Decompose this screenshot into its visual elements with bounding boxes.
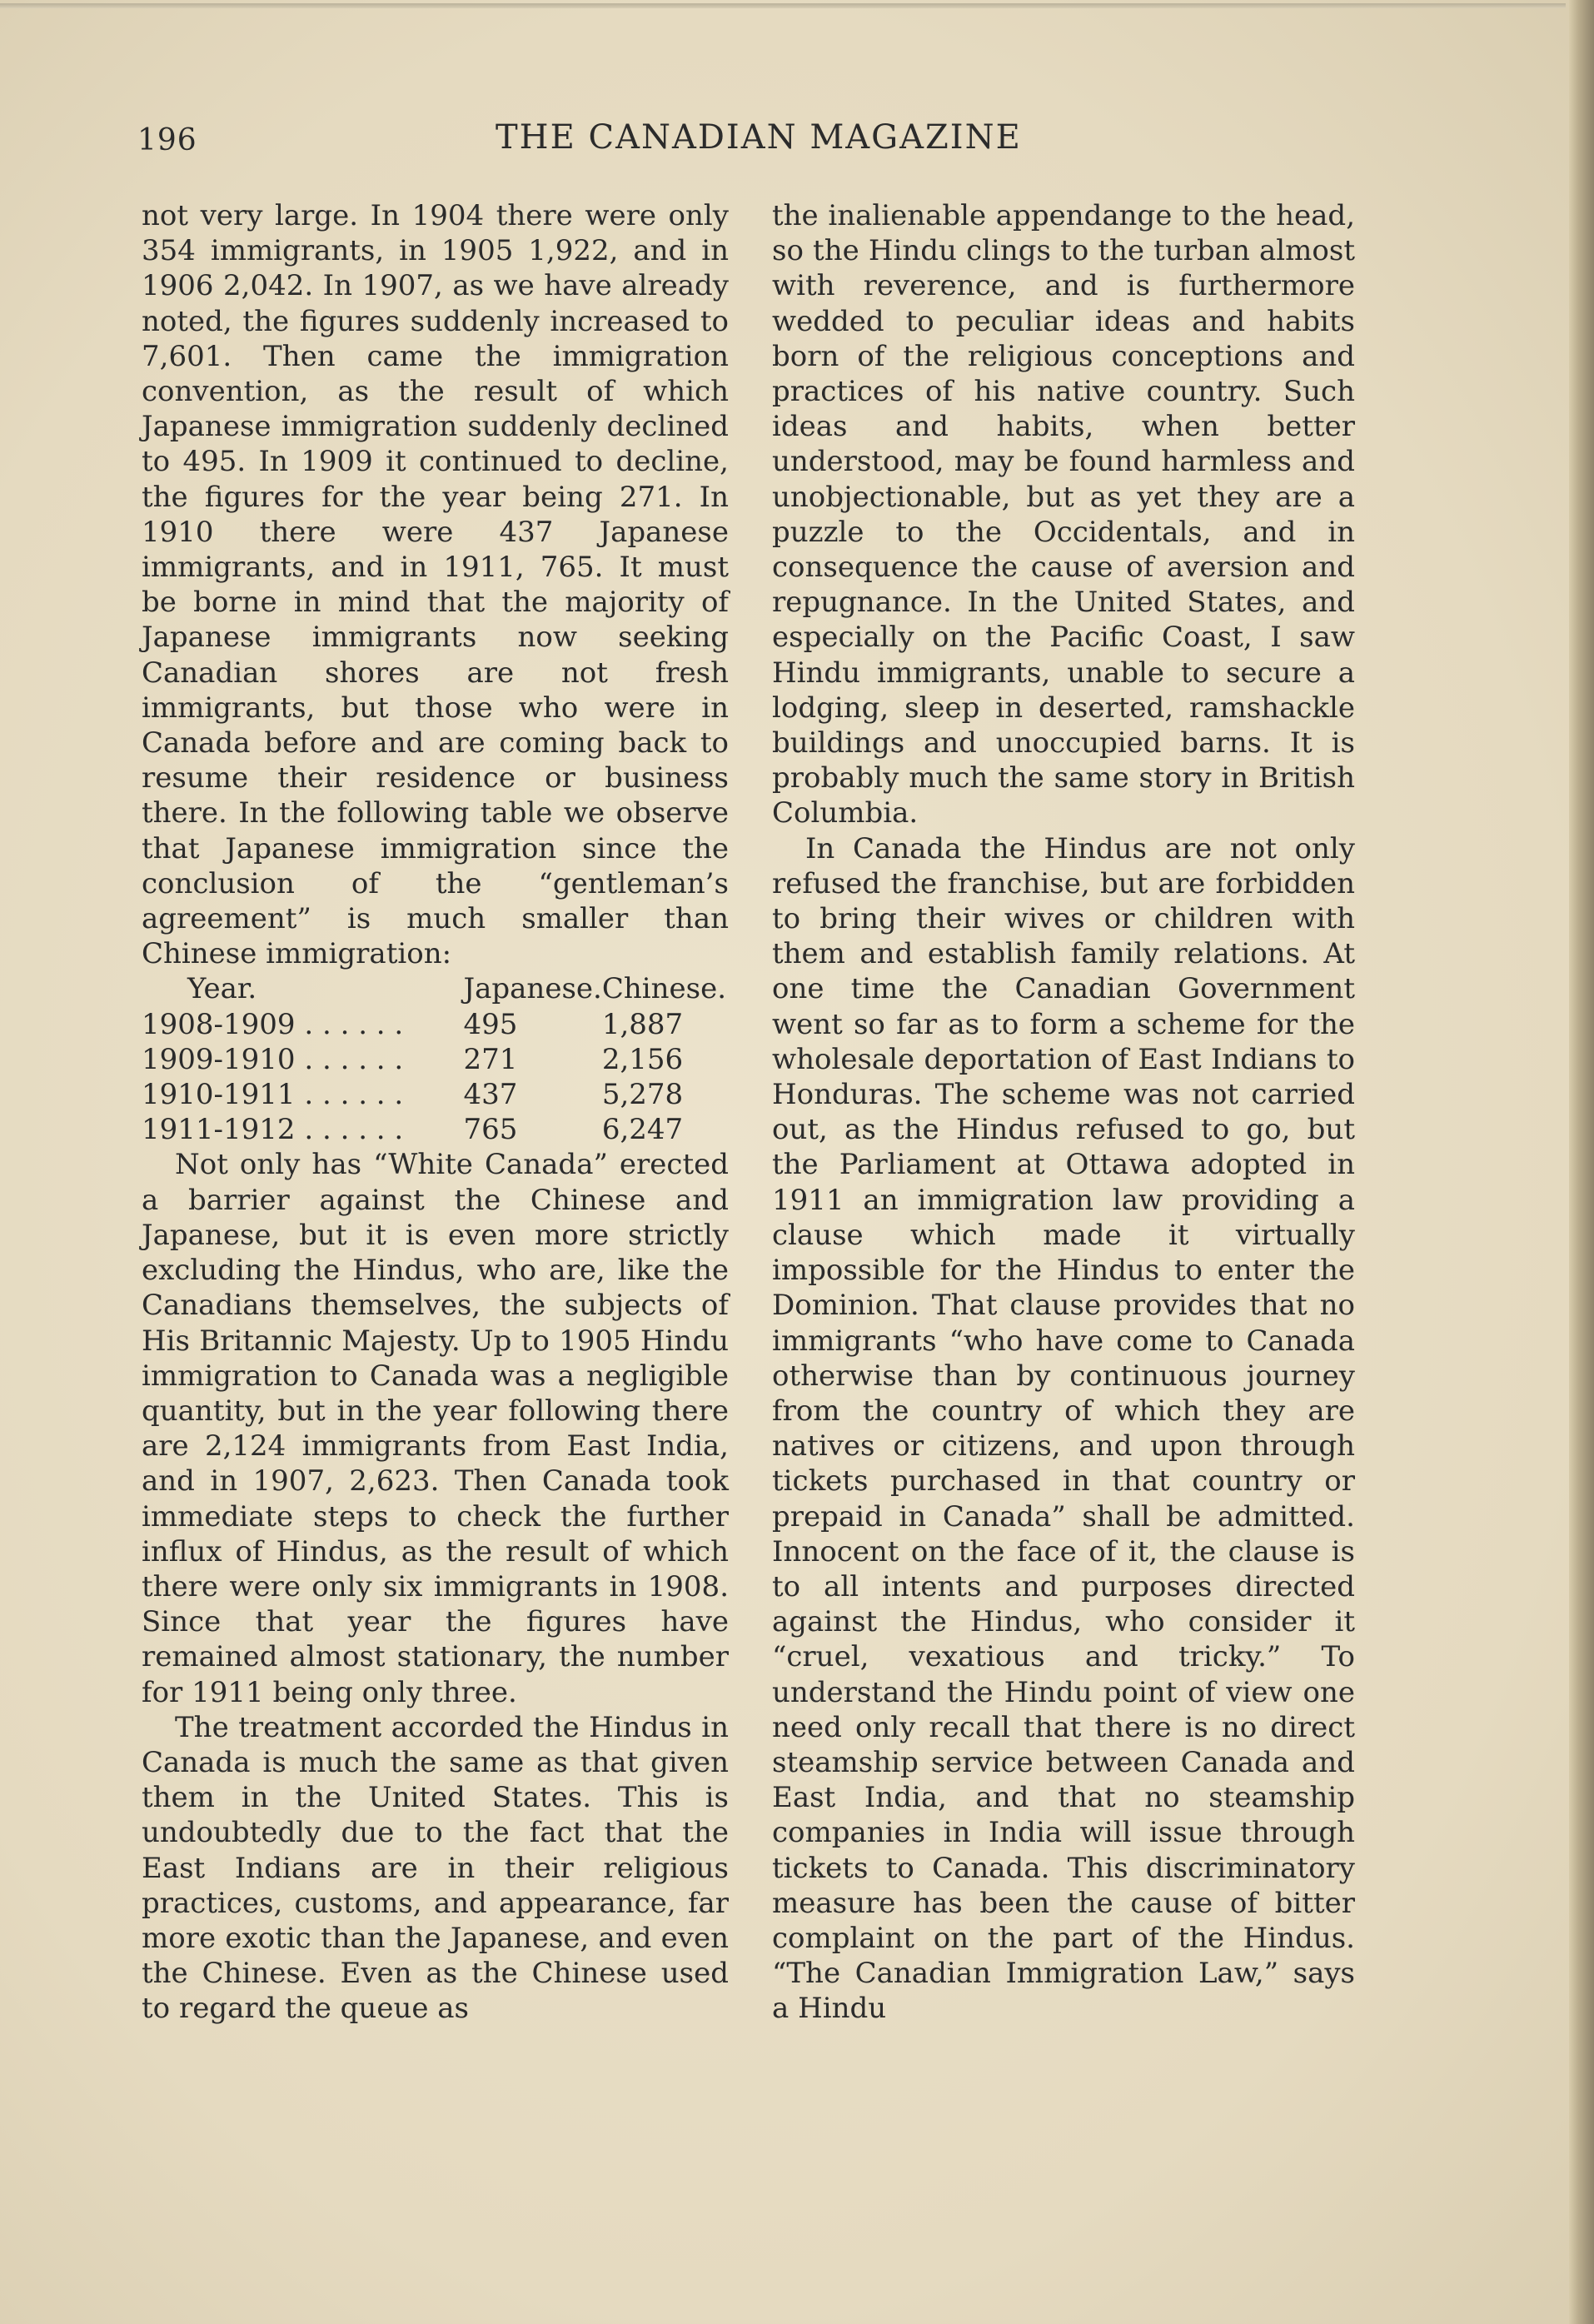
row-japanese: 437 (463, 1078, 518, 1112)
row-chinese: 1,887 (601, 1007, 684, 1041)
table-row (142, 1077, 729, 1112)
row-chinese: 2,156 (601, 1042, 684, 1076)
row-year: 1911-1912 . . . . . . (142, 1113, 404, 1147)
left-paragraph-3: The treatment accorded the Hindus in Canada is much the same as that given them in the United States. This is undoubtedly due to the fact that the East Indians are in their religious practices, customs, and appearance, far more exotic than the Japanese, and even the Chinese. Even as the Chinese used to regard the queue as (142, 1710, 729, 2026)
left-paragraph-2: Not only has “White Canada” erected a barrier against the Chinese and Japanese, but it is even more strictly excluding the Hindus, who are, like the Canadians themselves, the subjects of His Britannic Majesty. Up to 1905 Hindu immigration to Canada was a negligible quantity, but in the year following there are 2,124 immigrants from East India, and in 1907, 2,623. Then Canada took immediate steps to check the further influx of Hindus, as the result of which there were only six immigrants in 1908. Since that year the figures have remained almost stationary, the number for 1911 being only three. (142, 1148, 729, 1709)
table-header-row (142, 971, 729, 1006)
table-row (142, 1007, 729, 1042)
row-year: 1909-1910 . . . . . . (142, 1042, 404, 1076)
right-paragraph-2: In Canada the Hindus are not only refused the franchise, but are forbidden to bring their wives or children with them and establish family relations. At one time the Canadian Government went so far as to form a scheme for the wholesale deportation of East Indians to Honduras. The scheme was not carried out, as the Hindus refused to go, but the Parliament at Ottawa adopted in 1911 an immigration law providing a clause which made it virtually impossible for the Hindus to enter the Dominion. That clause provides that no immigrants “who have come to Canada otherwise than by continuous journey from the country of which they are natives or citizens, and upon through tickets purchased in that country or prepaid in Canada” shall be admitted. Innocent on the face of it, the clause is to all intents and purposes directed against the Hindus, who consider it “cruel, vexatious and tricky.” To understand the Hindu point of view one need only recall that there is no direct steamship service between Canada and East India, and that no steamship companies in India will issue through tickets to Canada. This discriminatory measure has been the cause of bitter complaint on the part of the Hindus. “The Canadian Immigration Law,” says a Hindu (772, 831, 1355, 2026)
row-japanese: 271 (463, 1042, 518, 1076)
row-year: 1910-1911 . . . . . . (142, 1078, 404, 1112)
left-column (142, 198, 729, 2027)
table-row (142, 1112, 729, 1147)
header-japanese: Japanese. (463, 972, 602, 1006)
row-chinese: 5,278 (601, 1078, 684, 1112)
header-year: Year. (187, 972, 257, 1006)
row-chinese: 6,247 (601, 1113, 684, 1147)
binding-edge (1569, 0, 1594, 2324)
table-row (142, 1042, 729, 1077)
row-year: 1908-1909 . . . . . . (142, 1007, 404, 1041)
page-header (137, 118, 1370, 168)
page-number: 196 (137, 123, 197, 157)
right-column (772, 198, 1355, 2027)
running-title: THE CANADIAN MAGAZINE (496, 118, 1022, 157)
immigration-table (142, 971, 729, 1147)
row-japanese: 495 (463, 1007, 518, 1041)
left-paragraph-1: not very large. In 1904 there were only 354 immigrants, in 1905 1,922, and in 1906 2,042. In 1907, as we have already noted, the figures suddenly increased to 7,601. Then came the immigration convention, as the result of which Japanese immigration suddenly declined to 495. In 1909 it continued to decline, the figures for the year being 271. In 1910 there were 437 Japanese immigrants, and in 1911, 765. It must be borne in mind that the majority of Japanese immigrants now seeking Canadian shores are not fresh immigrants, but those who were in Canada before and are coming back to resume their residence or business there. In the following table we observe that Japanese immigration since the conclusion of the “gentleman’s agreement” is much smaller than Chinese immigration: (142, 199, 729, 971)
header-chinese: Chinese. (601, 972, 727, 1006)
page-top-edge (0, 3, 1566, 8)
row-japanese: 765 (463, 1113, 518, 1147)
right-paragraph-1: the inalienable appendange to the head, so the Hindu clings to the turban almost with reverence, and is furthermore wedded to peculiar ideas and habits born of the religious conceptions and practices of his native country. Such ideas and habits, when better understood, may be found harmless and unobjectionable, but as yet they are a puzzle to the Occidentals, and in consequence the cause of aversion and repugnance. In the United States, and especially on the Pacific Coast, I saw Hindu immigrants, unable to secure a lodging, sleep in deserted, ramshackle buildings and unoccupied barns. It is probably much the same story in British Columbia. (772, 199, 1355, 830)
